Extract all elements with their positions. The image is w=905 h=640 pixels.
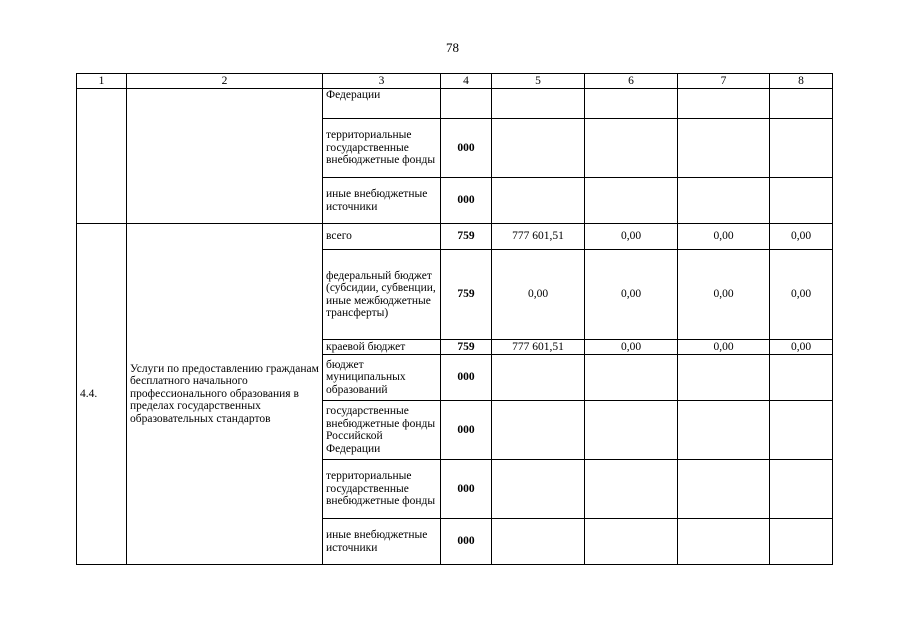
budget-code: 000 [441, 178, 492, 224]
value-col5: 777 601,51 [492, 340, 585, 355]
value-col5 [492, 355, 585, 401]
value-col5 [492, 178, 585, 224]
page-number: 78 [446, 40, 459, 55]
budget-code: 000 [441, 519, 492, 565]
table-row [77, 89, 833, 119]
funding-source: территориальные государственные внебюджетные фонды [323, 119, 441, 178]
budget-code: 759 [441, 250, 492, 340]
value-col6 [585, 89, 678, 119]
value-col8 [770, 401, 833, 460]
value-col6 [585, 401, 678, 460]
value-col6: 0,00 [585, 250, 678, 340]
column-header: 6 [585, 74, 678, 89]
value-col7 [678, 89, 770, 119]
column-header-row [77, 74, 833, 89]
budget-code: 000 [441, 460, 492, 519]
table-row [77, 224, 833, 250]
value-col8 [770, 519, 833, 565]
value-col6 [585, 460, 678, 519]
value-col7 [678, 460, 770, 519]
column-header: 3 [323, 74, 441, 89]
value-col7: 0,00 [678, 250, 770, 340]
item-number-cell [77, 89, 127, 224]
value-col8 [770, 89, 833, 119]
funding-source: бюджет муниципальных образований [323, 355, 441, 401]
column-header: 5 [492, 74, 585, 89]
funding-source: всего [323, 224, 441, 250]
funding-source: Федерации [323, 89, 441, 119]
funding-source: краевой бюджет [323, 340, 441, 355]
item-name: Услуги по предоставлению гражданам бесплатного начального профессионального образования в пределах государственных образовательных стандартов [127, 224, 323, 565]
value-col5 [492, 519, 585, 565]
value-col7 [678, 355, 770, 401]
value-col5 [492, 119, 585, 178]
value-col6 [585, 178, 678, 224]
value-col7: 0,00 [678, 224, 770, 250]
budget-code: 000 [441, 119, 492, 178]
funding-source: иные внебюджетные источники [323, 178, 441, 224]
budget-code: 000 [441, 355, 492, 401]
value-col7 [678, 119, 770, 178]
value-col8: 0,00 [770, 224, 833, 250]
budget-table [76, 73, 833, 565]
value-col8 [770, 355, 833, 401]
column-header: 2 [127, 74, 323, 89]
value-col5 [492, 89, 585, 119]
value-col7 [678, 519, 770, 565]
value-col7 [678, 178, 770, 224]
value-col7 [678, 401, 770, 460]
budget-code: 759 [441, 340, 492, 355]
funding-source: иные внебюджетные источники [323, 519, 441, 565]
value-col6 [585, 519, 678, 565]
value-col8 [770, 178, 833, 224]
value-col5 [492, 401, 585, 460]
budget-code: 000 [441, 401, 492, 460]
column-header: 1 [77, 74, 127, 89]
funding-source: федеральный бюджет (субсидии, субвенции, иные межбюджетные трансферты) [323, 250, 441, 340]
value-col6: 0,00 [585, 340, 678, 355]
value-col5 [492, 460, 585, 519]
value-col8 [770, 460, 833, 519]
value-col6 [585, 355, 678, 401]
column-header: 7 [678, 74, 770, 89]
value-col8 [770, 119, 833, 178]
value-col5: 777 601,51 [492, 224, 585, 250]
column-header: 8 [770, 74, 833, 89]
funding-source: территориальные государственные внебюджетные фонды [323, 460, 441, 519]
item-name-cell [127, 89, 323, 224]
column-header: 4 [441, 74, 492, 89]
funding-source: государственные внебюджетные фонды Российской Федерации [323, 401, 441, 460]
value-col7: 0,00 [678, 340, 770, 355]
value-col5: 0,00 [492, 250, 585, 340]
value-col8: 0,00 [770, 340, 833, 355]
budget-code: 759 [441, 224, 492, 250]
budget-code [441, 89, 492, 119]
value-col6 [585, 119, 678, 178]
value-col8: 0,00 [770, 250, 833, 340]
value-col6: 0,00 [585, 224, 678, 250]
item-number: 4.4. [77, 224, 127, 565]
